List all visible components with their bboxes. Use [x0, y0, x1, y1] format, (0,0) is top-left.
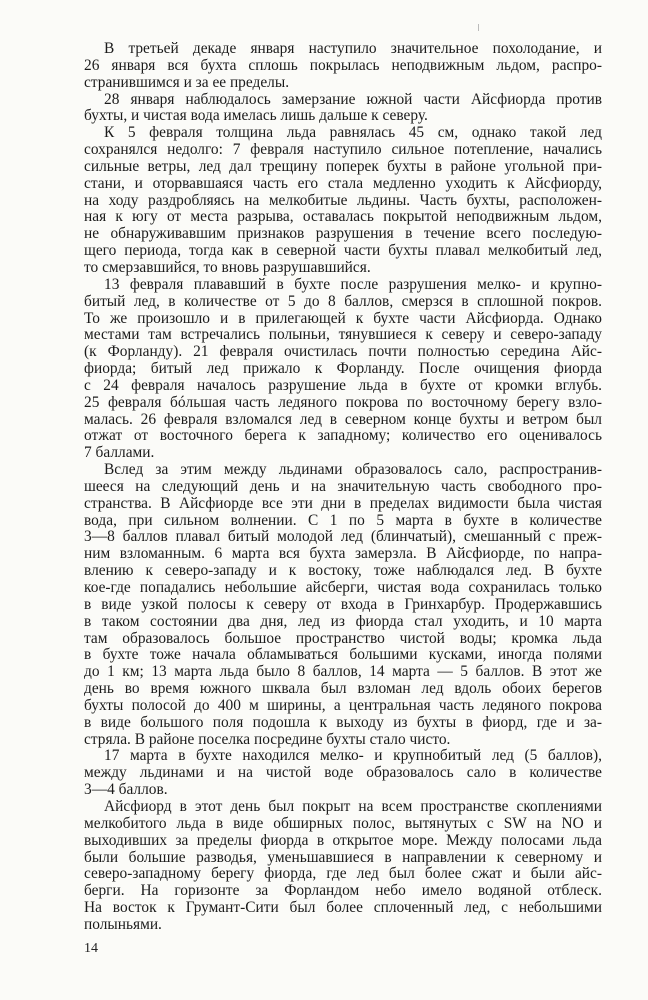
text-line: в бухте тоже начала обламываться большими кусками, иногда полями [84, 646, 602, 664]
paragraph [84, 277, 602, 462]
text-line: странства. В Айсфиорде все эти дни в пределах видимости была чистая [84, 494, 602, 512]
text-line: до 1 км; 13 марта льда было 8 баллов, 14 марта — 5 баллов. В этот же [84, 663, 602, 681]
text-line: фиорда; битый лед прижало к Форланду. После очищения фиорда [84, 360, 602, 378]
text-line: стряла. В районе поселка посредине бухты стало чисто. [84, 730, 451, 748]
text-line: северо-западному берегу фиорда, где лед был более сжат и были айс- [84, 865, 602, 883]
text-line: 26 января вся бухта сплошь покрылась неподвижным льдом, распро- [84, 56, 602, 74]
text-line: 25 февраля бóльшая часть ледяного покрова по восточному берегу взло- [84, 393, 602, 411]
text-line: вода, при сильном волнении. С 1 по 5 марта в бухте в количестве [84, 511, 602, 529]
text-line: сохранялся недолго: 7 февраля наступило сильное потепление, начались [84, 141, 602, 159]
text-line: берги. На горизонте за Форландом небо имело водяной отблеск. [84, 882, 602, 900]
text-line: бухты полосой до 400 м ширины, а центральная часть ледяного покрова [84, 696, 602, 714]
page-number: 14 [84, 941, 98, 956]
paragraph [84, 748, 602, 799]
text-line: на ходу раздробляясь на мелкобитые льдины. Часть бухты, расположен- [84, 191, 602, 209]
text-line: кое-где попадались небольшие айсберги, чистая вода сохранилась только [84, 579, 602, 596]
text-line: В третьей декаде января наступило значительное похолодание, и [104, 40, 602, 57]
paragraph [84, 799, 602, 934]
text-line: Вслед за этим между льдинами образовалось сало, распространив- [104, 461, 602, 479]
text-line: не обнаруживавшим признаков разрушения в течение всего последую- [84, 225, 602, 243]
text-line: там образовалось большое пространство чистой воды; кромка льда [84, 629, 602, 647]
text-line: На восток к Грумант-Сити был более сплоченный лед, с небольшими [84, 899, 602, 917]
text-line: 3—4 баллов. [84, 781, 168, 799]
text-line: (к Форланду). 21 февраля очистилась почти полностью середина Айс- [84, 343, 602, 361]
scan-mark [478, 24, 479, 31]
text-line: с 24 февраля началось разрушение льда в бухте от кромки вглубь. [84, 376, 602, 394]
text-line: были большие разводья, уменьшавшиеся в направлении к северному и [84, 848, 602, 866]
text-line: 3—8 баллов плавал битый молодой лед (блинчатый), смешанный с преж- [84, 528, 602, 546]
text-line: местами там встречались полыньи, тянувшиеся к северу и северо-западу [84, 326, 602, 344]
text-line: 17 марта в бухте находился мелко- и крупнобитый лед (5 баллов), [104, 747, 602, 765]
text-line: стани, и оторвавшаяся часть его стала медленно уходить к Айсфиорду, [84, 174, 602, 192]
text-line: полыньями. [84, 915, 162, 933]
text-line: отжат от восточного берега к западному; количество его оценивалось [84, 427, 602, 445]
text-line: влению к северо-западу и к востоку, тоже наблюдался лед. В бухте [84, 562, 602, 580]
text-line: в таком состоянии два дня, лед из фиорда стал уходить, и 10 марта [84, 612, 602, 630]
text-line: в виде большого поля подошла к выходу из бухты в фиорд, где и за- [84, 713, 602, 731]
text-line: странившимся и за ее пределы. [84, 73, 290, 91]
text-line: в виде узкой полосы к северу от входа в Гринхарбур. Продержавшись [84, 595, 602, 613]
text-line: сильные ветры, лед дал трещину поперек бухты в районе угольной при- [84, 157, 602, 175]
text-line: между льдинами и на чистой воде образовалось сало в количестве [84, 764, 602, 782]
paragraph [84, 125, 602, 277]
text-line: мелкобитого льда в виде обширных полос, вытянутых с SW на NO и [84, 814, 602, 832]
text-line: Айсфиорд в этот день был покрыт на всем пространстве скоплениями [104, 797, 602, 815]
text-line: шееся на следующий день и на значительную часть свободного про- [84, 477, 602, 495]
paragraph [84, 41, 602, 92]
text-line: бухты, и чистая вода имелась лишь дальше к северу. [84, 107, 428, 125]
text-line: то смерзавшийся, то вновь разрушавшийся. [84, 258, 371, 276]
text-line: выходивших за пределы фиорда в открытое море. Между полосами льда [84, 831, 602, 849]
text-line: ним взломанным. 6 марта вся бухта замерзла. В Айсфиорде, по напра- [84, 545, 602, 563]
text-line: 13 февраля плававший в бухте после разрушения мелко- и крупно- [104, 275, 602, 293]
text-line: 7 баллами. [84, 444, 155, 462]
paragraph [84, 92, 602, 126]
text-line: То же произошло и в прилегающей к бухте части Айсфиорда. Однако [84, 309, 602, 327]
paragraph [84, 462, 602, 748]
text-line: день во время южного шквала был взломан лед вдоль обоих берегов [84, 680, 602, 698]
text-line: ная к югу от места разрыва, оставалась покрытой неподвижным льдом, [84, 208, 602, 226]
text-line: битый лед, в количестве от 5 до 8 баллов, смерзся в сплошной покров. [84, 292, 602, 310]
text-line: 28 января наблюдалось замерзание южной части Айсфиорда против [104, 90, 602, 108]
text-line: малась. 26 февраля взломался лед в северном конце бухты и ветром был [84, 410, 602, 428]
text-line: К 5 февраля толщина льда равнялась 45 см, однако такой лед [104, 124, 602, 142]
document-body [84, 41, 602, 934]
text-line: щего периода, тогда как в северной части бухты плавал мелкобитый лед, [84, 242, 602, 260]
